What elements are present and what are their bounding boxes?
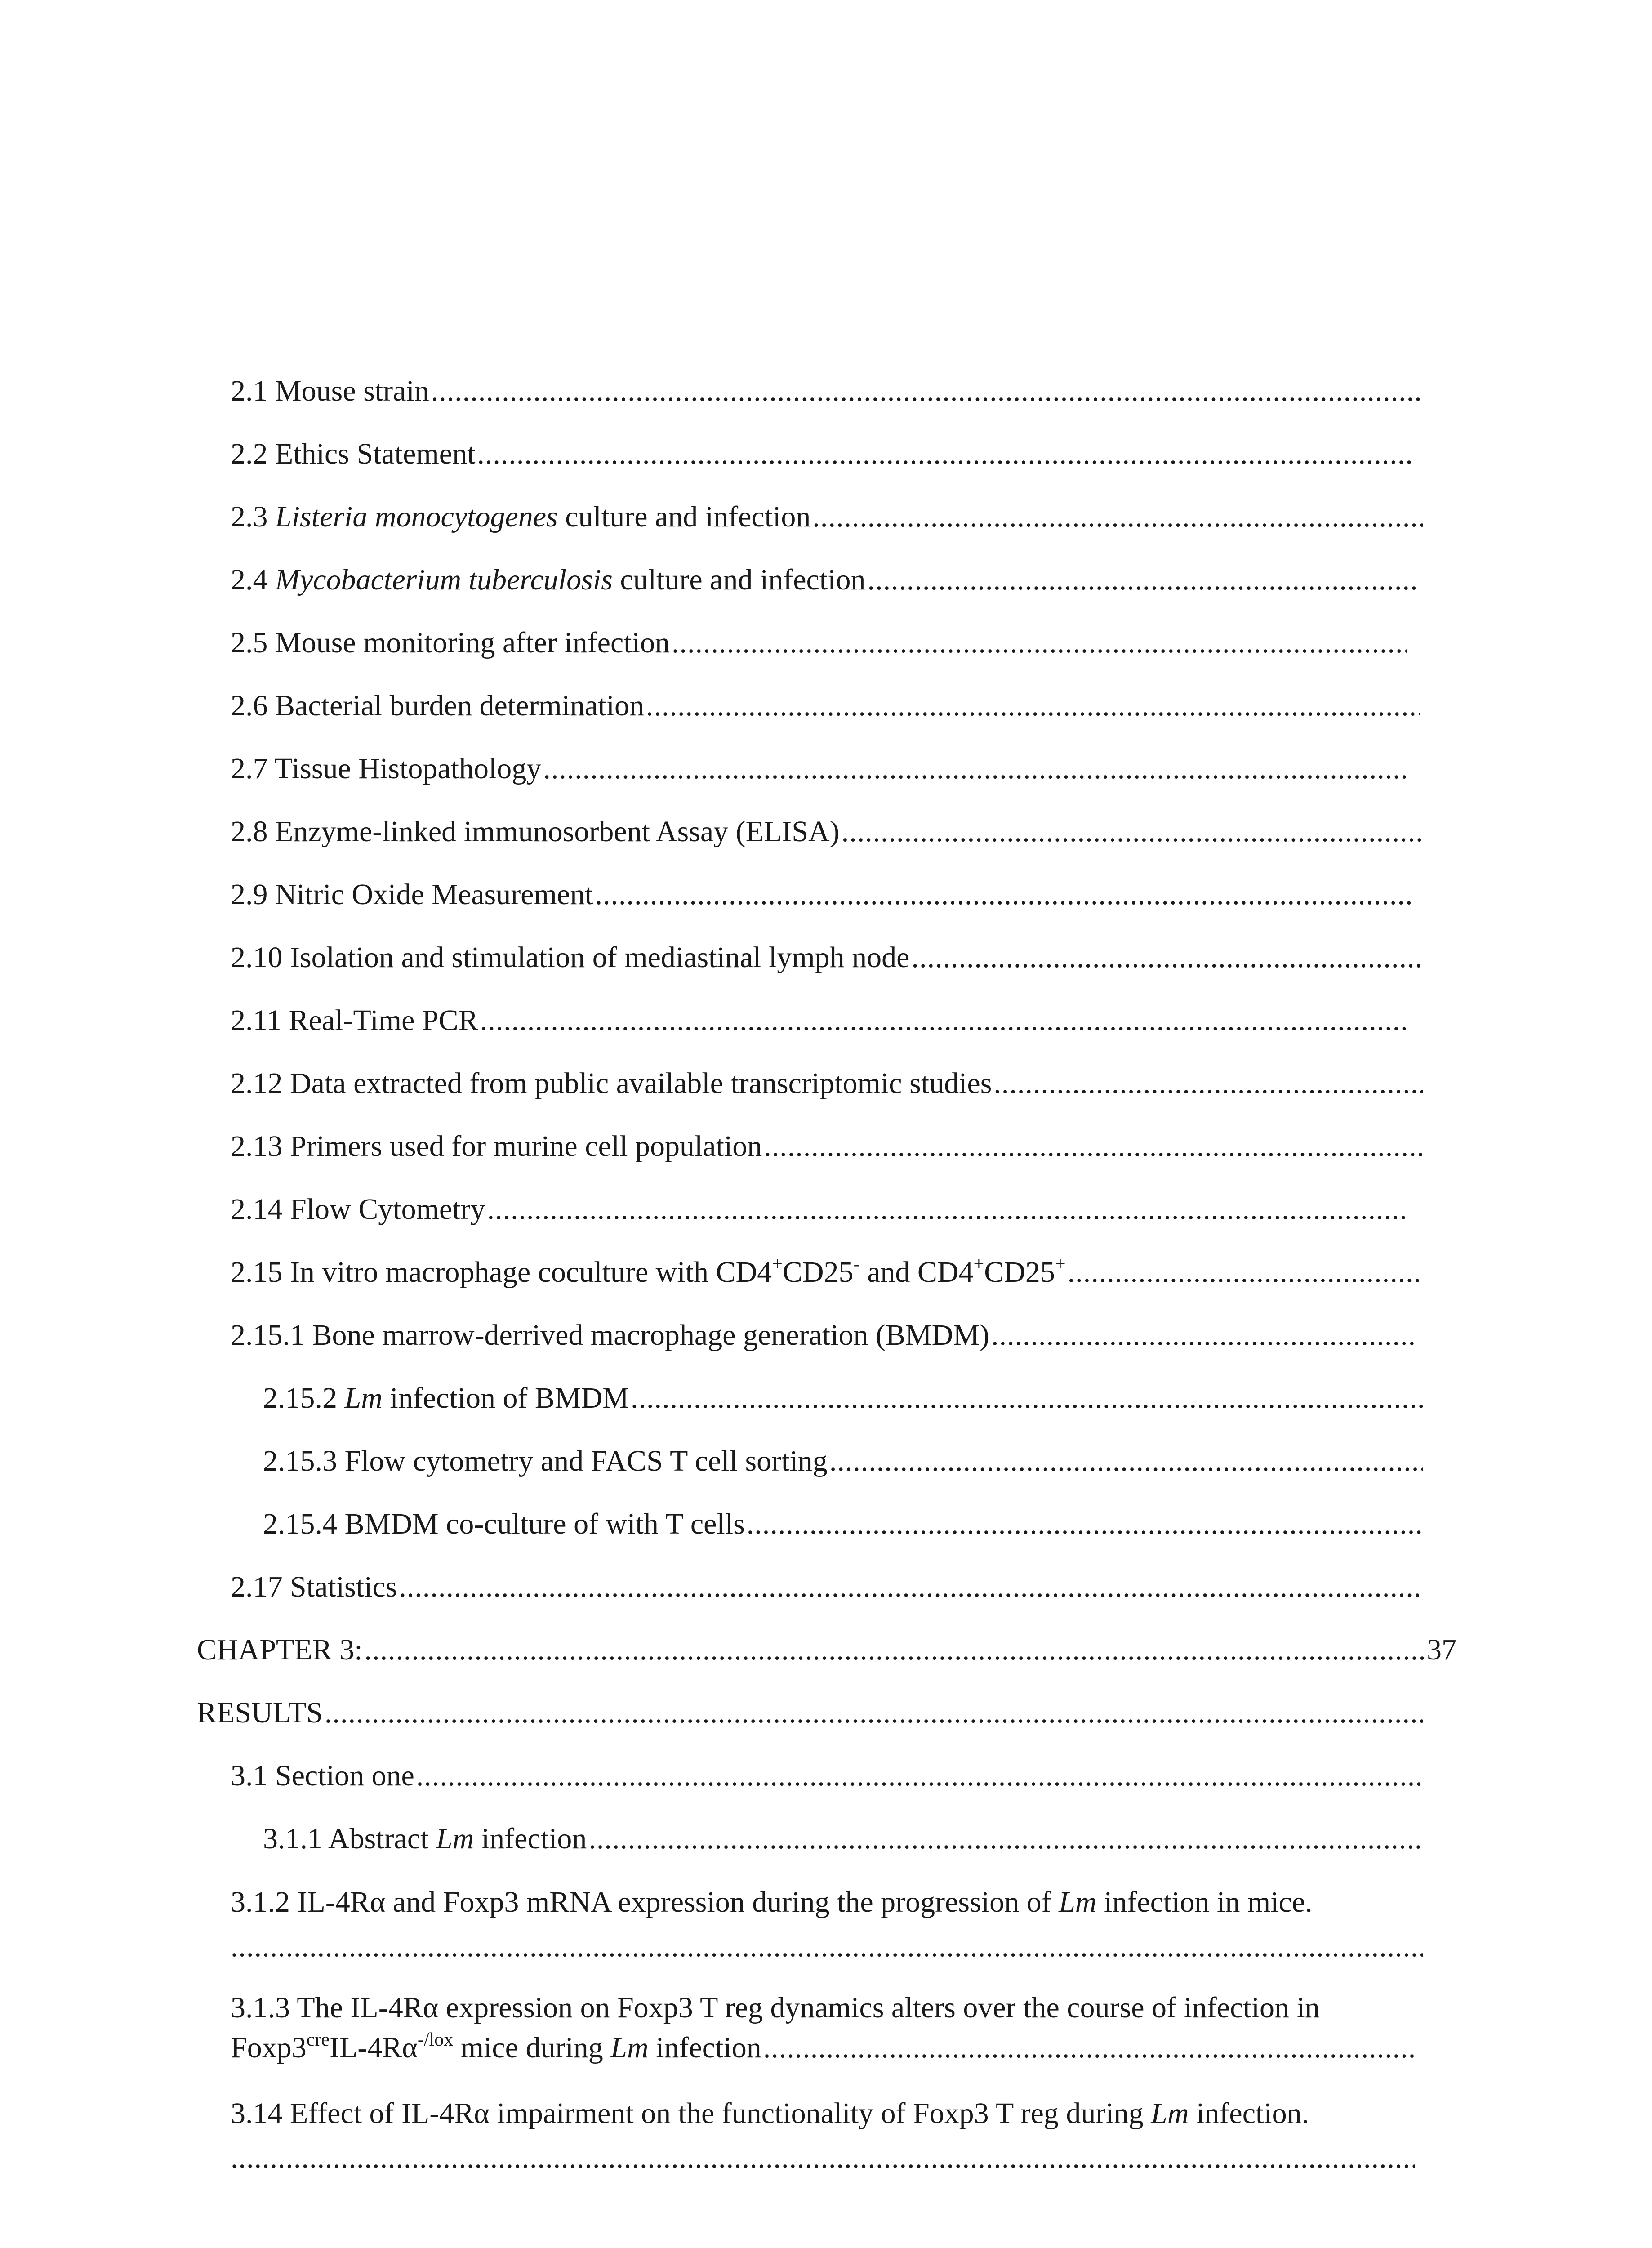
toc-entry-label: 2.7 Tissue Histopathology [231,752,542,785]
toc-entry-number: 2.3 [231,500,268,533]
toc-entry-2-6[interactable] [231,686,1420,726]
dot-leader [399,1567,1423,1607]
toc-entry-2-2[interactable] [231,434,1415,474]
toc-entry-italic-term: Lm [344,1382,383,1414]
toc-entry-label: and CD4 [859,1256,974,1289]
toc-entry-chapter-3[interactable] [197,1630,1456,1670]
dot-leader [631,1378,1423,1418]
toc-entry-2-14[interactable] [231,1189,1407,1230]
toc-entry-label: 2.8 Enzyme-linked immunosorbent Assay (ELISA) [231,815,840,848]
toc-entry-italic-term: Listeria monocytogenes [275,500,558,533]
superscript: + [772,1254,783,1275]
toc-entry-italic-term: Lm [1059,1886,1097,1918]
dot-leader [543,749,1407,789]
toc-entry-label: infection in mice. [1104,1886,1313,1918]
toc-entry-label: 3.14 Effect of IL-4Rα impairment on the functionality of Foxp3 T reg during [231,2097,1144,2130]
dot-leader [588,1819,1423,1859]
toc-entry-label: CD25 [984,1256,1055,1289]
toc-entry-2-15-3[interactable] [263,1441,1423,1481]
toc-entry-label: CD25 [782,1256,854,1289]
toc-entry-label: IL-4Rα [330,2031,418,2064]
dot-leader [477,434,1415,474]
toc-entry-label: 2.10 Isolation and stimulation of mediastinal lymph node [231,941,910,974]
toc-entry-2-17[interactable] [231,1567,1423,1607]
dot-leader [747,1504,1423,1544]
toc-entry-label: Foxp3 [231,2031,307,2064]
toc-entry-italic-term: Lm [436,1822,474,1855]
toc-entry-2-15-4[interactable] [263,1504,1423,1544]
toc-page-number: 37 [1427,1633,1456,1666]
toc-entry-3-14[interactable] [231,2093,1444,2134]
superscript: + [1055,1254,1066,1275]
dot-leader [365,1630,1426,1670]
toc-entry-2-9[interactable] [231,874,1415,915]
toc-entry-label: 2.15.4 BMDM co-culture of with T cells [263,1508,745,1540]
toc-entry-label: infection [481,1822,587,1855]
superscript: -/lox [417,2029,454,2050]
toc-entry-number: 2.4 [231,563,268,596]
toc-entry-2-10[interactable] [231,937,1423,978]
toc-entry-label: 3.1 Section one [231,1759,414,1792]
toc-entry-italic-term: Mycobacterium tuberculosis [275,563,613,596]
toc-entry-label: CHAPTER 3: [197,1633,363,1666]
toc-entry-label: 3.1.3 The IL-4Rα expression on Foxp3 T reg dynamics alters over the course of infection in [231,1991,1320,2024]
toc-entry-label: 2.15 In vitro macrophage coculture with CD4 [231,1256,772,1289]
toc-entry-3-1-1[interactable] [263,1819,1423,1859]
dot-leader [231,1927,1423,1967]
toc-entry-2-15-1[interactable] [231,1315,1415,1356]
dot-leader [829,1441,1423,1481]
dot-leader [993,1063,1423,1104]
toc-entry-results[interactable] [197,1693,1423,1733]
dot-leader [812,497,1423,537]
toc-entry-label: mice during [453,2031,611,2064]
toc-entry-2-13[interactable] [231,1126,1423,1167]
toc-entry-2-1[interactable] [231,371,1423,411]
toc-entry-label: 2.11 Real-Time PCR [231,1004,478,1037]
toc-entry-number: 2.15.2 [263,1382,337,1414]
dot-leader [325,1693,1423,1733]
toc-entry-label: RESULTS [197,1696,323,1729]
toc-entry-label: 2.13 Primers used for murine cell population [231,1130,762,1163]
toc-entry-label: infection [648,2031,761,2064]
dot-leader [911,937,1423,978]
toc-entry-3-1-3[interactable] [231,1987,1444,2029]
dot-leader [842,812,1423,852]
superscript: - [853,1254,860,1275]
toc-entry-label: infection. [1196,2097,1309,2130]
toc-entry-2-5[interactable] [231,623,1407,663]
toc-entry-2-7[interactable] [231,749,1407,789]
dot-leader [991,1315,1415,1356]
toc-entry-label: 2.17 Statistics [231,1570,397,1603]
toc-entry-label: infection of BMDM [390,1382,629,1414]
dot-leader [416,1756,1423,1796]
toc-entry-label: 2.15.3 Flow cytometry and FACS T cell sorting [263,1445,828,1477]
toc-entry-label: culture and infection [565,500,811,533]
toc-entry-2-3[interactable] [231,497,1423,537]
toc-entry-label: 3.1.2 IL-4Rα and Foxp3 mRNA expression during the progression of [231,1886,1051,1918]
dot-leader [868,560,1420,600]
toc-entry-label: 2.14 Flow Cytometry [231,1193,485,1226]
dot-leader [480,1000,1407,1041]
superscript: + [973,1254,984,1275]
toc-entry-italic-term: Lm [1151,2097,1189,2130]
toc-entry-2-8[interactable] [231,812,1423,852]
toc-entry-3-1-3-line-2[interactable] [231,2028,1415,2068]
toc-entry-italic-term: Lm [610,2031,649,2064]
toc-entry-label: 2.15.1 Bone marrow-derrived macrophage generation (BMDM) [231,1319,989,1351]
toc-entry-2-12[interactable] [231,1063,1423,1104]
dot-leader [231,2138,1415,2178]
dot-leader [1068,1252,1423,1293]
toc-entry-2-15[interactable] [231,1252,1423,1293]
toc-entry-2-15-2[interactable] [263,1378,1423,1418]
toc-entry-label: 2.12 Data extracted from public available transcriptomic studies [231,1067,992,1100]
toc-entry-2-11[interactable] [231,1000,1407,1041]
dot-leader [431,371,1423,411]
toc-entry-number: 3.1.1 Abstract [263,1822,429,1855]
toc-entry-2-4[interactable] [231,560,1420,600]
toc-entry-3-1[interactable] [231,1756,1423,1796]
toc-entry-3-1-2[interactable] [231,1882,1444,1923]
dot-leader [595,874,1415,915]
dot-leader [646,686,1420,726]
dot-leader [672,623,1407,663]
toc-entry-label: culture and infection [620,563,866,596]
dot-leader [764,1126,1423,1167]
toc-entry-label: 2.1 Mouse strain [231,375,429,407]
toc-entry-label: 2.9 Nitric Oxide Measurement [231,878,593,911]
toc-entry-label: 2.5 Mouse monitoring after infection [231,626,670,659]
toc-entry-label: 2.6 Bacterial burden determination [231,689,645,722]
dot-leader [487,1189,1407,1230]
superscript: cre [306,2029,330,2050]
dot-leader [763,2028,1415,2068]
toc-entry-label: 2.2 Ethics Statement [231,437,476,470]
